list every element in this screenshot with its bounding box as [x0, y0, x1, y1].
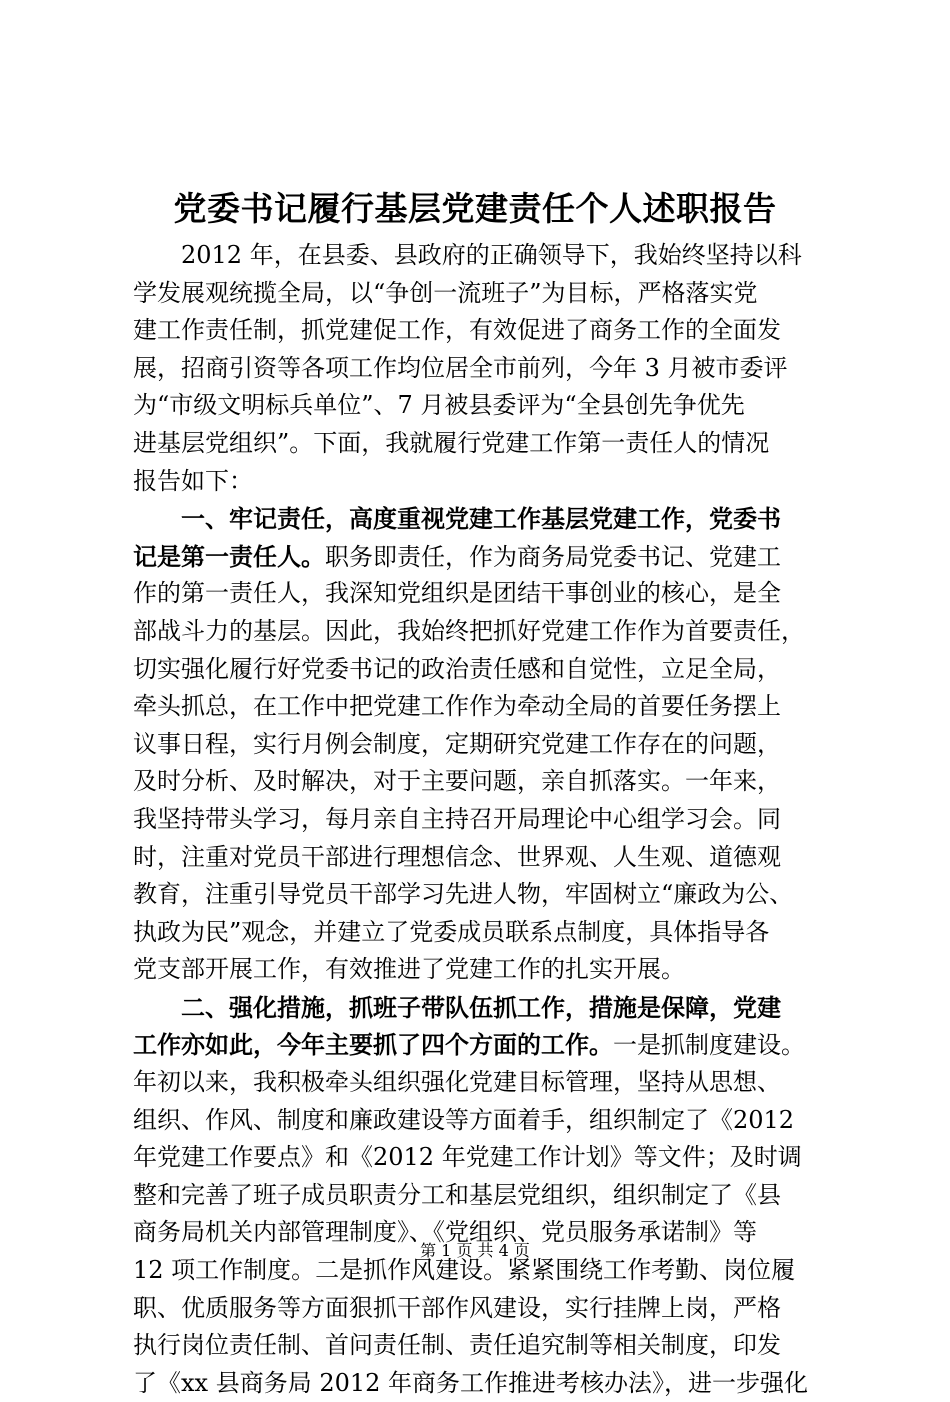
text-line: 及时分析、及时解决，对于主要问题，亲自抓落实。一年来， [133, 767, 781, 796]
text-line: 议事日程，实行月例会制度，定期研究党建工作存在的问题， [133, 729, 781, 758]
text-line: 为“市级文明标兵单位”、7 月被县委评为“全县创先争优先 [133, 391, 745, 420]
text-line-mixed [133, 1026, 833, 1064]
text-line: 建工作责任制，抓党建促工作，有效促进了商务工作的全面发 [133, 316, 781, 345]
text-line: 职、优质服务等方面狠抓干部作风建设，实行挂牌上岗，严格 [133, 1293, 781, 1322]
document-title: 党委书记履行基层党建责任个人述职报告 [173, 189, 777, 228]
page-number-footer: 第 1 页 共 4 页 [420, 1241, 530, 1260]
text-line: 作的第一责任人，我深知党组织是团结干事创业的核心，是全 [133, 579, 781, 608]
paragraph-section-two [133, 989, 833, 1402]
text-line: 年初以来，我积极牵头组织强化党建目标管理，坚持从思想、 [133, 1068, 781, 1097]
text-line: 部战斗力的基层。因此，我始终把抓好党建工作作为首要责任， [133, 616, 805, 645]
text-line: 牵头抓总，在工作中把党建工作作为牵动全局的首要任务摆上 [133, 692, 781, 721]
paragraph-section-one [133, 500, 833, 989]
text-line: 进基层党组织”。下面，我就履行党建工作第一责任人的情况 [133, 428, 770, 457]
text-line: 展，招商引资等各项工作均位居全市前列，今年 3 月被市委评 [133, 353, 788, 382]
text-line: 我坚持带头学习，每月亲自主持召开局理论中心组学习会。同 [133, 804, 781, 833]
document-body [133, 237, 833, 1402]
text-line: 整和完善了班子成员职责分工和基层党组织，组织制定了《县 [133, 1180, 781, 1209]
paragraph-intro [133, 237, 833, 500]
section-heading-end: 工作亦如此，今年主要抓了四个方面的工作。 [133, 1030, 613, 1060]
text-segment: 职务即责任，作为商务局党委书记、党建工 [325, 542, 781, 571]
section-heading-end: 记是第一责任人。 [133, 541, 325, 571]
text-line: 2012 年，在县委、县政府的正确领导下，我始终坚持以科 [133, 241, 802, 269]
text-line-mixed [133, 538, 833, 576]
section-heading-line: 一、牢记责任，高度重视党建工作基层党建工作，党委书 [133, 504, 781, 534]
text-line: 商务局机关内部管理制度》、《党组织、党员服务承诺制》等 [133, 1218, 757, 1247]
text-line: 执政为民”观念，并建立了党委成员联系点制度，具体指导各 [133, 917, 770, 946]
section-heading-line: 二、强化措施，抓班子带队伍抓工作，措施是保障，党建 [133, 992, 781, 1022]
text-line: 年党建工作要点》和《2012 年党建工作计划》等文件；及时调 [133, 1143, 802, 1172]
text-line: 学发展观统揽全局，以“争创一流班子”为目标，严格落实党 [133, 278, 758, 307]
text-line: 12 项工作制度。二是抓作风建设。紧紧围绕工作考勤、岗位履 [133, 1256, 796, 1285]
text-line: 组织、作风、制度和廉政建设等方面着手，组织制定了《2012 [133, 1105, 795, 1134]
text-line: 了《xx 县商务局 2012 年商务工作推进考核办法》，进一步强化 [133, 1368, 809, 1397]
text-line: 切实强化履行好党委书记的政治责任感和自觉性，立足全局， [133, 654, 781, 683]
text-line: 党支部开展工作，有效推进了党建工作的扎实开展。 [133, 955, 685, 984]
text-line: 报告如下： [133, 466, 253, 495]
text-line: 执行岗位责任制、首问责任制、责任追究制等相关制度，印发 [133, 1331, 781, 1360]
text-segment: 一是抓制度建设。 [613, 1031, 805, 1060]
text-line: 时，注重对党员干部进行理想信念、世界观、人生观、道德观 [133, 842, 781, 871]
text-line: 教育，注重引导党员干部学习先进人物，牢固树立“廉政为公、 [133, 880, 794, 909]
